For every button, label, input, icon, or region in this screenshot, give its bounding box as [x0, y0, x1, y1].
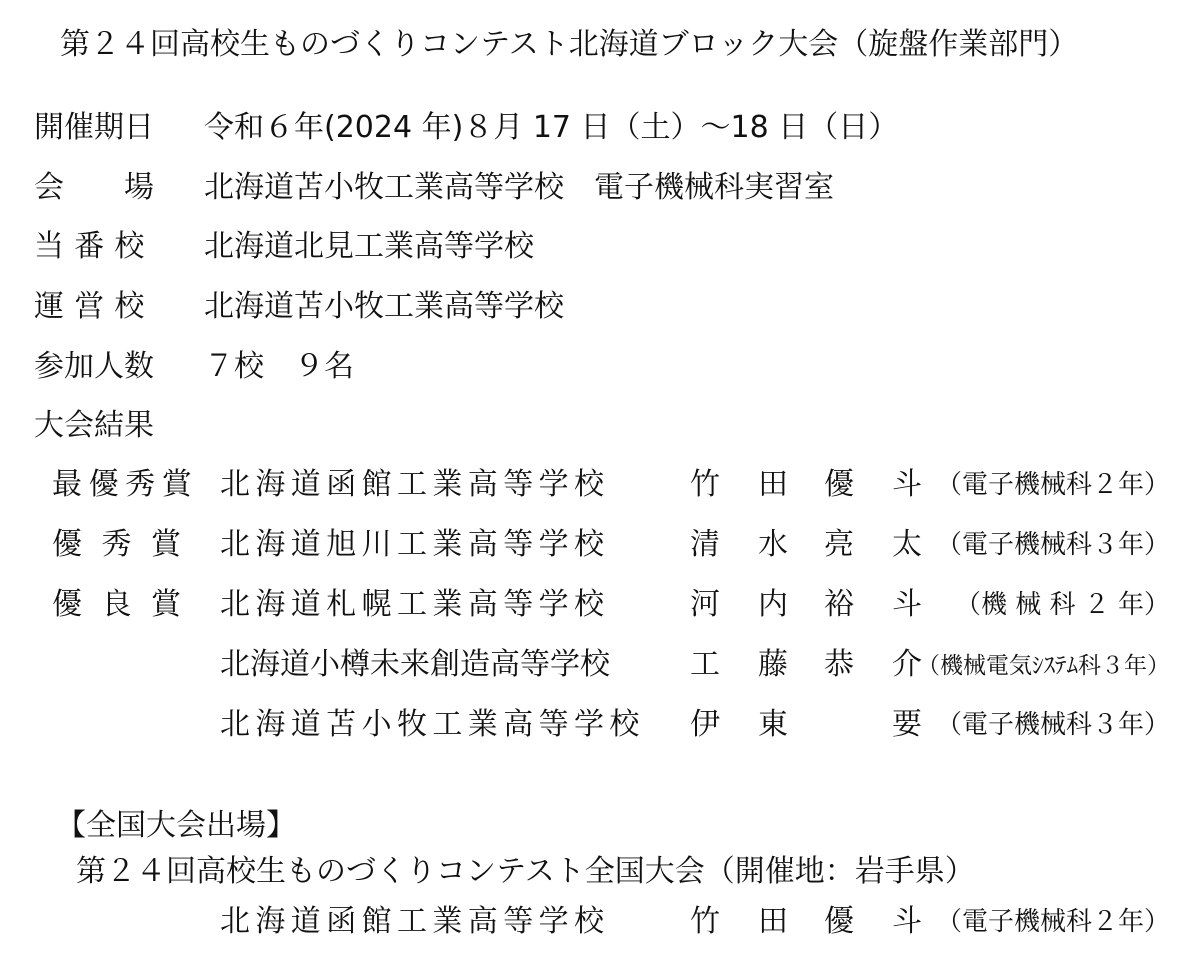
- host-value: 北海道北見工業高等学校: [204, 229, 534, 264]
- participants-label: 参加人数: [34, 349, 154, 384]
- school-name: 北海道函館工業高等学校: [220, 467, 610, 502]
- name-char: 要: [892, 707, 922, 742]
- school-name: 北海道苫小牧工業高等学校: [220, 707, 645, 742]
- school-name: 北海道札幌工業高等学校: [220, 587, 610, 622]
- school-name: 北海道函館工業高等学校: [220, 904, 610, 939]
- name-char: 優: [824, 904, 854, 939]
- name-char: 水: [758, 527, 788, 562]
- name-char: 優: [824, 467, 854, 502]
- name-char: 介: [892, 647, 922, 682]
- name-char: 河: [690, 587, 720, 622]
- name-char: 東: [758, 707, 788, 742]
- result-row: [0, 467, 1200, 504]
- result-row: [0, 707, 1200, 744]
- name-char: 恭: [824, 647, 854, 682]
- department: （電子機械科３年）: [935, 710, 1170, 740]
- name-char: 竹: [690, 904, 720, 939]
- name-char: 竹: [690, 467, 720, 502]
- department: （電子機械科３年）: [935, 530, 1170, 560]
- name-char: 藤: [758, 647, 788, 682]
- department: （機械電気ｼｽﾃﾑ科３年）: [917, 653, 1170, 679]
- name-char: 伊: [690, 707, 720, 742]
- department: （電子機械科２年）: [935, 470, 1170, 500]
- school-name: 北海道旭川工業高等学校: [220, 527, 610, 562]
- operator-label: 運営校: [34, 289, 155, 324]
- national-contest: 第２４回高校生ものづくりコンテスト全国大会（開催地：岩手県）: [76, 854, 975, 889]
- name-char: 内: [758, 587, 788, 622]
- name-char: 斗: [892, 587, 922, 622]
- name-char: 裕: [824, 587, 854, 622]
- date-label: 開催期日: [34, 110, 154, 145]
- name-char: 清: [690, 527, 720, 562]
- award-label: 最優秀賞: [52, 467, 199, 502]
- venue-value: 北海道苫小牧工業高等学校 電子機械科実習室: [204, 170, 834, 205]
- school-name: 北海道小樽未来創造高等学校: [220, 647, 610, 682]
- venue-label: 会場: [34, 170, 214, 205]
- date-value: 令和６年(2024 年)８月 17 日（土）～18 日（日）: [204, 110, 899, 145]
- name-char: 田: [758, 904, 788, 939]
- name-char: 亮: [824, 527, 854, 562]
- award-label: 優秀賞: [52, 527, 201, 562]
- name-char: 斗: [892, 904, 922, 939]
- national-entry: [0, 904, 1200, 941]
- name-char: 斗: [892, 467, 922, 502]
- name-char: 工: [690, 647, 720, 682]
- name-char: 太: [892, 527, 922, 562]
- award-label: 優良賞: [52, 587, 201, 622]
- name-char: 田: [758, 467, 788, 502]
- department: （電子機械科２年）: [935, 907, 1170, 937]
- operator-value: 北海道苫小牧工業高等学校: [204, 289, 564, 324]
- participants-value: ７校 ９名: [204, 349, 354, 384]
- result-row: [0, 587, 1200, 624]
- result-row: [0, 647, 1200, 684]
- result-row: [0, 527, 1200, 564]
- results-heading: 大会結果: [34, 408, 154, 443]
- national-heading: 【全国大会出場】: [56, 808, 296, 843]
- department: （機 械 科 ２ 年）: [954, 590, 1170, 620]
- host-label: 当番校: [34, 229, 155, 264]
- page-title: 第２４回高校生ものづくりコンテスト北海道ブロック大会（旋盤作業部門）: [60, 27, 1079, 62]
